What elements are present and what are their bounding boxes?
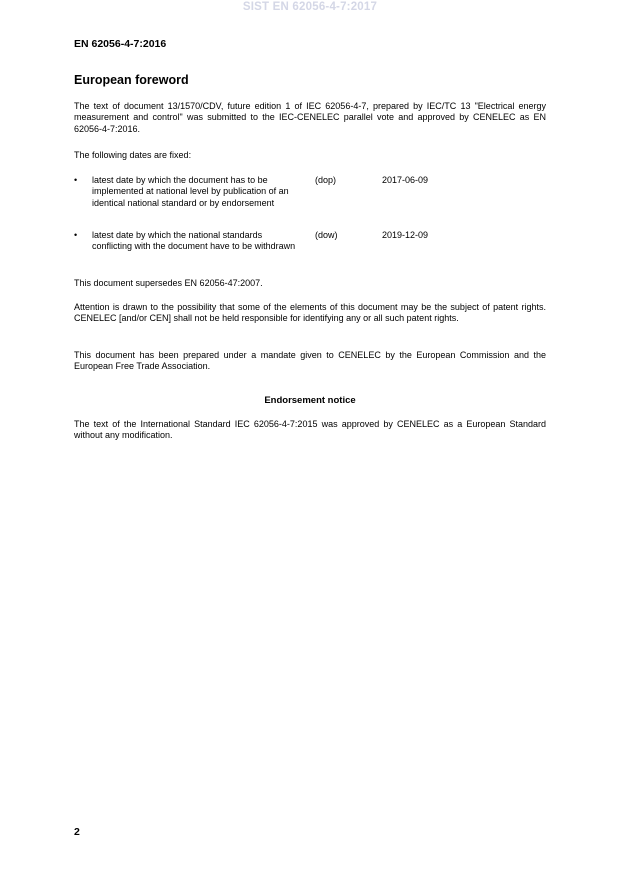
date-item-value: 2019-12-09 xyxy=(382,230,429,240)
endorsement-title: Endorsement notice xyxy=(264,395,356,406)
attention-paragraph: Attention is drawn to the possibility that some of the elements of this document may be the subject of patent rights. CENELEC [and/or CEN] shall not be held responsible for identifying any or all such patent rights. xyxy=(74,302,546,324)
date-item-text: latest date by which the document has to be implemented at national level by publication of an identical national standard or by endorsement xyxy=(92,175,289,208)
section-title-foreword: European foreword xyxy=(74,73,189,87)
foreword-paragraph: The text of document 13/1570/CDV, future edition 1 of IEC 62056-4-7, prepared by IEC/TC 13 "Electrical energy measurement and control" was submitted to the IEC-CENELEC parallel vote and approved by CENELEC as EN 62056-4-7:2016. xyxy=(74,101,546,134)
date-item-abbr: (dow) xyxy=(315,230,338,240)
date-item-abbr: (dop) xyxy=(315,175,337,185)
bullet-icon: • xyxy=(74,175,78,185)
watermark: SIST EN 62056-4-7:2017 xyxy=(242,1,378,13)
dates-intro: The following dates are fixed: xyxy=(74,150,192,160)
mandate-paragraph: This document has been prepared under a mandate given to CENELEC by the European Commission and the European Free Trade Association. xyxy=(74,350,546,372)
supersedes-paragraph: This document supersedes EN 62056-47:2007. xyxy=(74,278,263,288)
bullet-icon: • xyxy=(74,230,78,240)
date-item-value: 2017-06-09 xyxy=(382,175,429,185)
document-id: EN 62056-4-7:2016 xyxy=(74,38,167,50)
endorsement-paragraph: The text of the International Standard IEC 62056-4-7:2015 was approved by CENELEC as a European Standard without any modification. xyxy=(74,419,546,441)
date-item-text: latest date by which the national standards conflicting with the document have to be withdrawn xyxy=(92,230,296,252)
page-number: 2 xyxy=(74,826,80,838)
